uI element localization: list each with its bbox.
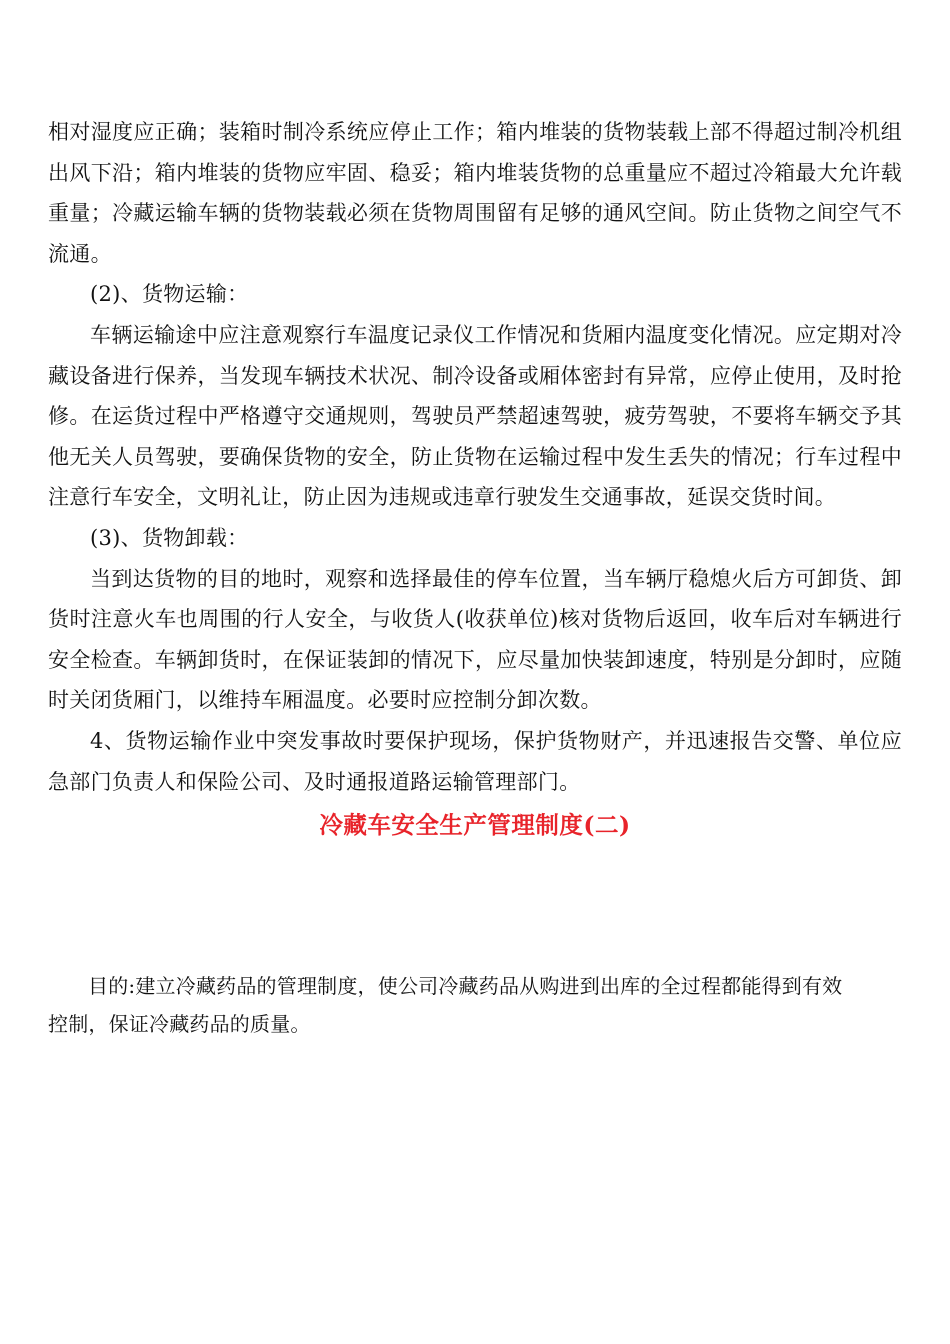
section-title: 冷藏车安全生产管理制度(二) xyxy=(319,811,631,840)
subheading-transport: (2)、货物运输： xyxy=(90,282,249,307)
paragraph-unloading: 当到达货物的目的地时，观察和选择最佳的停车位置，当车辆厅稳熄火后方可卸货、卸货时注意火车也周围的行人安全，与收货人(收获单位)核对货物后返回，收车后对车辆进行安全检查。车辆卸货时，在保证装卸的情况下，应尽量加快装卸速度，特别是分卸时，应随时关闭货厢门，以维持车厢温度。必要时应控制分卸次数。 xyxy=(48,566,902,713)
document-page xyxy=(48,112,902,1043)
paragraph-loading-requirements: 相对湿度应正确；装箱时制冷系统应停止工作；箱内堆装的货物装载上部不得超过制冷机组出风下沿；箱内堆装的货物应牢固、稳妥；箱内堆装货物的总重量应不超过冷箱最大允许载重量；冷藏运输车辆的货物装载必须在货物周围留有足够的通风空间。防止货物之间空气不流通。 xyxy=(48,120,902,266)
paragraph-emergency: 4、货物运输作业中突发事故时要保护现场，保护货物财产，并迅速报告交警、单位应急部门负责人和保险公司、及时通报道路运输管理部门。 xyxy=(48,728,902,794)
paragraph-transport: 车辆运输途中应注意观察行车温度记录仪工作情况和货厢内温度变化情况。应定期对冷藏设备进行保养，当发现车辆技术状况、制冷设备或厢体密封有异常，应停止使用，及时抢修。在运货过程中严格遵守交通规则，驾驶员严禁超速驾驶，疲劳驾驶，不要将车辆交予其他无关人员驾驶，要确保货物的安全，防止货物在运输过程中发生丢失的情况；行车过程中注意行车安全，文明礼让，防止因为违规或违章行驶发生交通事故，延误交货时间。 xyxy=(48,322,902,510)
blank-space xyxy=(48,842,902,967)
subheading-unloading: (3)、货物卸载： xyxy=(90,525,249,550)
paragraph-purpose: 目的:建立冷藏药品的管理制度，使公司冷藏药品从购进到出库的全过程都能得到有效控制，保证冷藏药品的质量。 xyxy=(48,974,843,1037)
